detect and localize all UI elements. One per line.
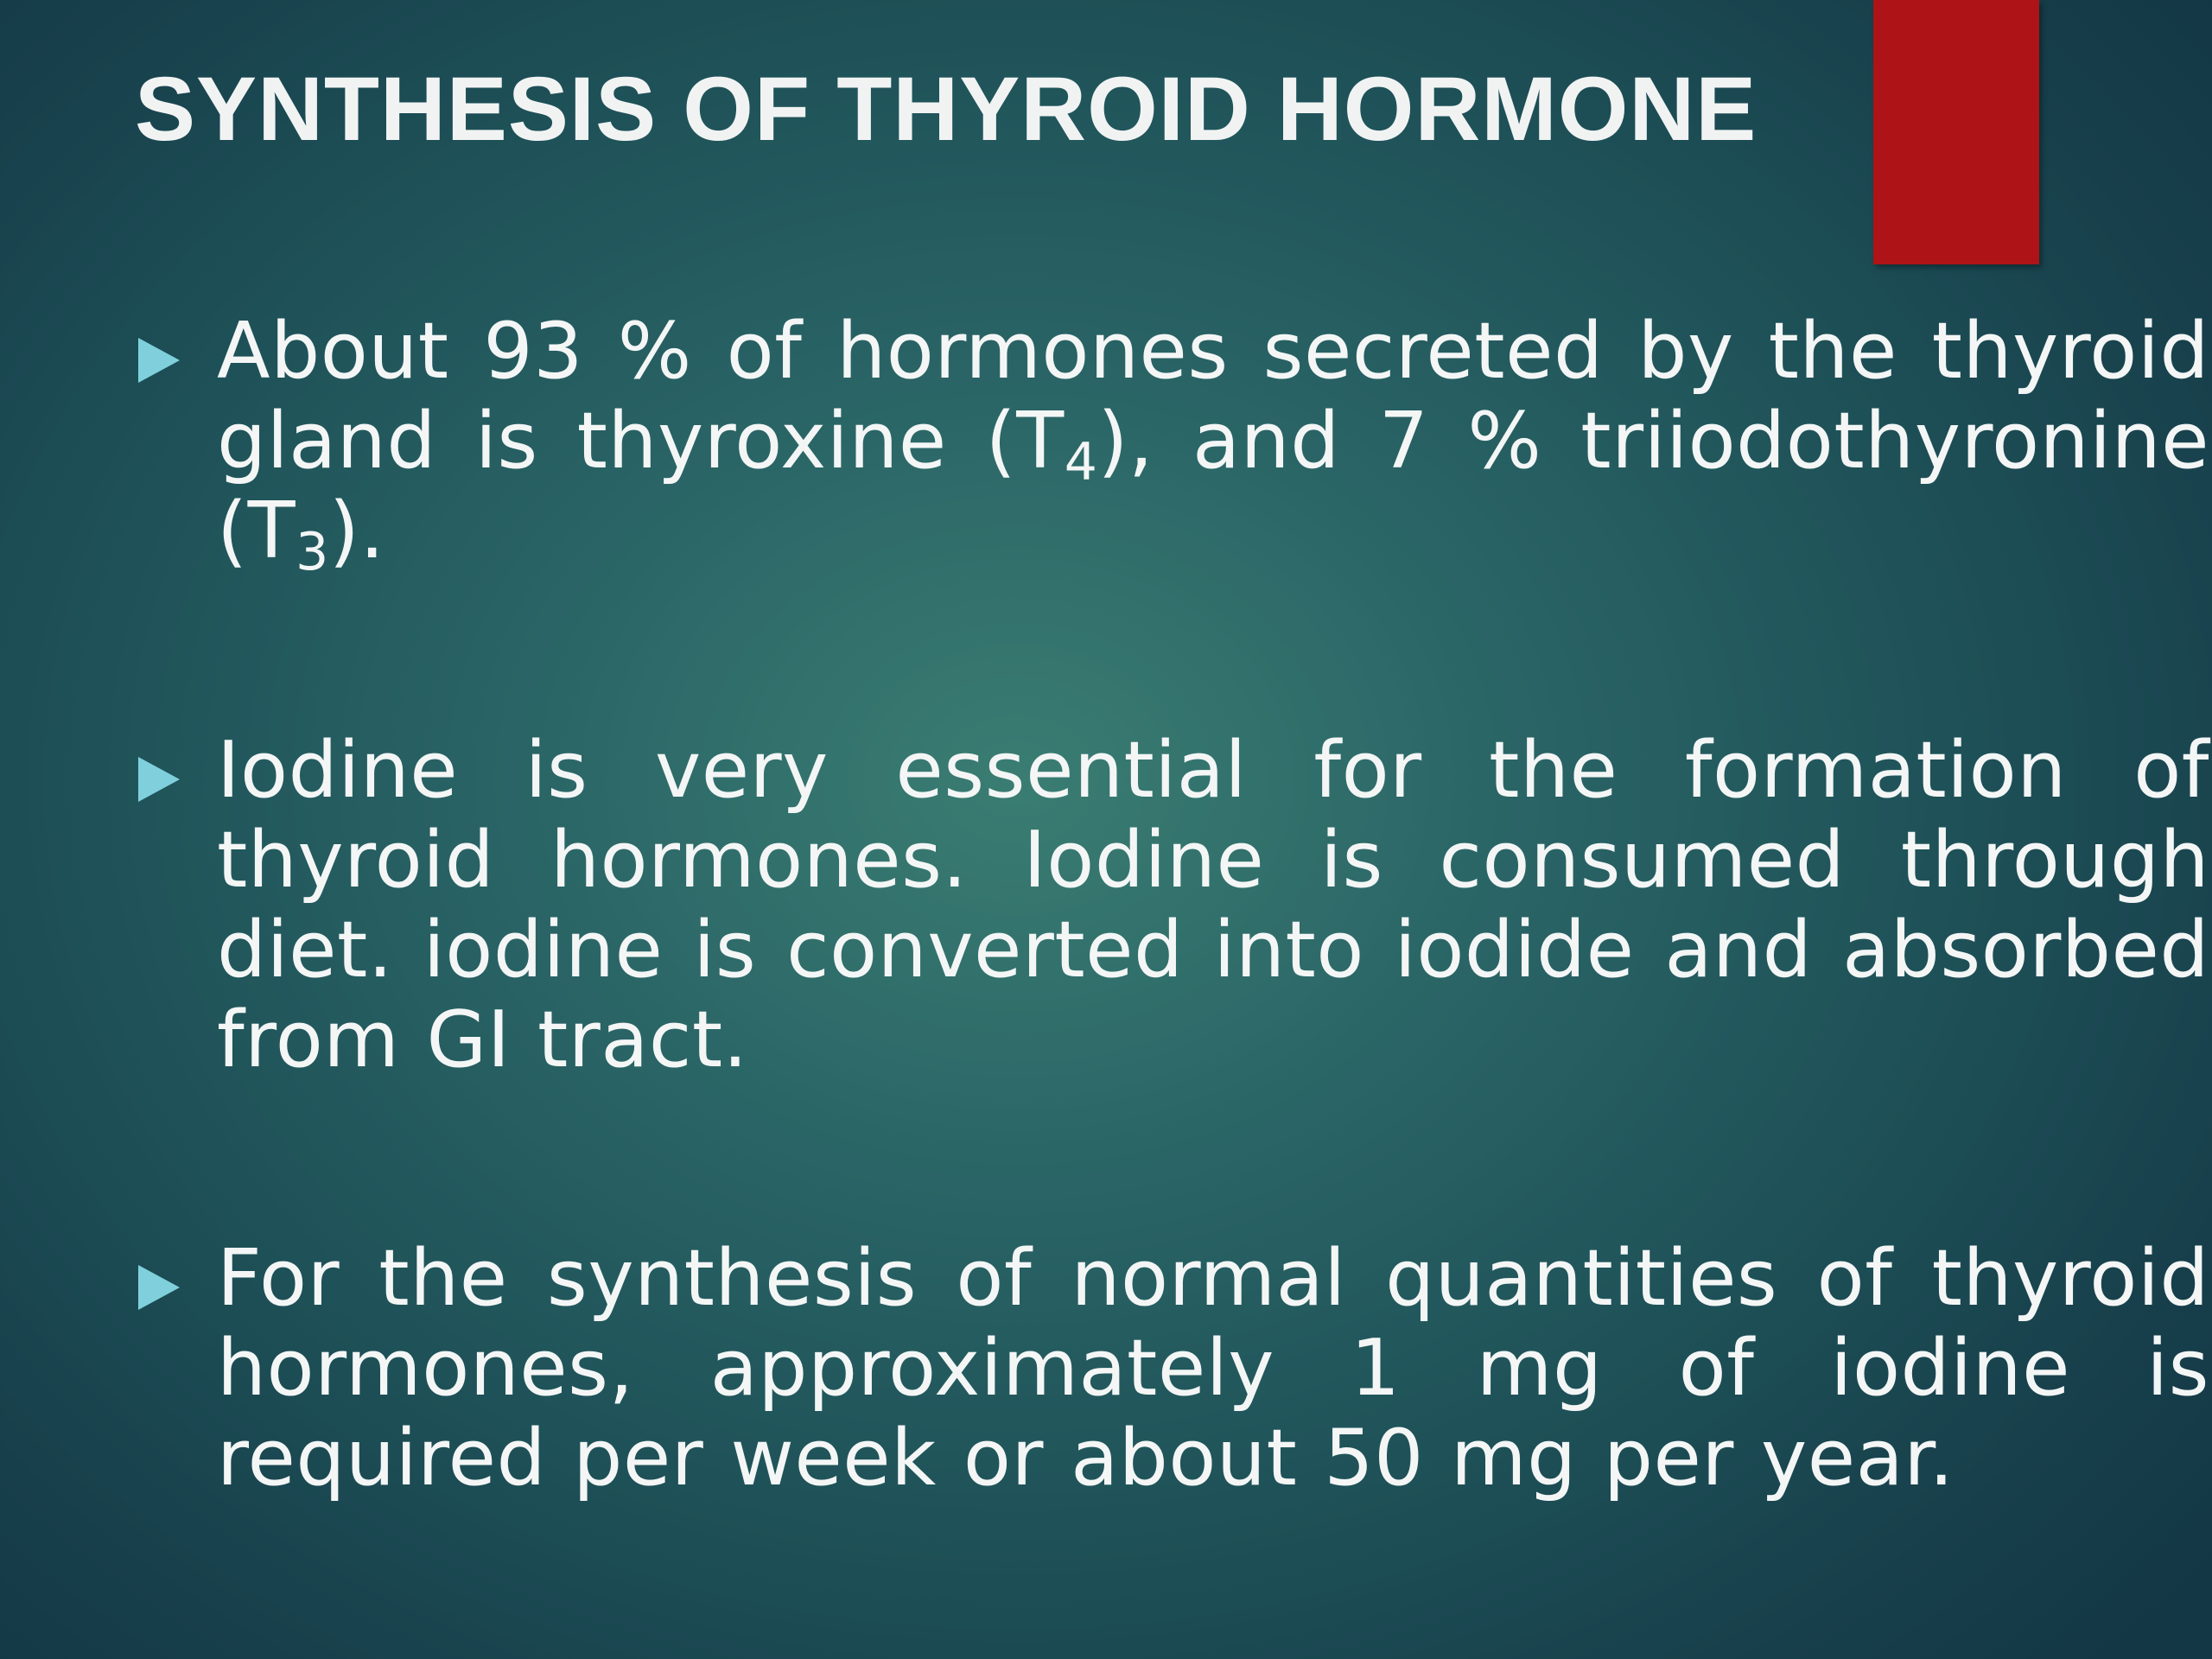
bullet-text: For the synthesis of normal quantities of thyroid hormones, approximately 1 mg of iodine is required per week or about 50 mg per year. bbox=[217, 1233, 2209, 1503]
bullet-text-part: ). bbox=[328, 486, 385, 576]
subscript-three: 3 bbox=[296, 522, 329, 582]
subscript-four: 4 bbox=[1064, 432, 1098, 493]
bullet-text-part: About 93 % of hormones secreted by the thyroid gland is thyroxine (T bbox=[217, 306, 2209, 486]
bullet-text: Iodine is very essential for the formation of thyroid hormones. Iodine is consumed through diet. iodine is converted into iodide and absorbed from GI tract. bbox=[217, 725, 2209, 1085]
triangle-right-icon bbox=[138, 338, 180, 383]
bullet-text bbox=[217, 306, 2209, 582]
accent-bar bbox=[1873, 0, 2039, 264]
slide-title: SYNTHESIS OF THYROID HORMONE bbox=[135, 59, 1758, 160]
bullet-text-part: ), and 7 % triiodothyronine (T bbox=[217, 396, 2209, 576]
triangle-right-icon bbox=[138, 1265, 180, 1310]
triangle-right-icon bbox=[138, 757, 180, 802]
